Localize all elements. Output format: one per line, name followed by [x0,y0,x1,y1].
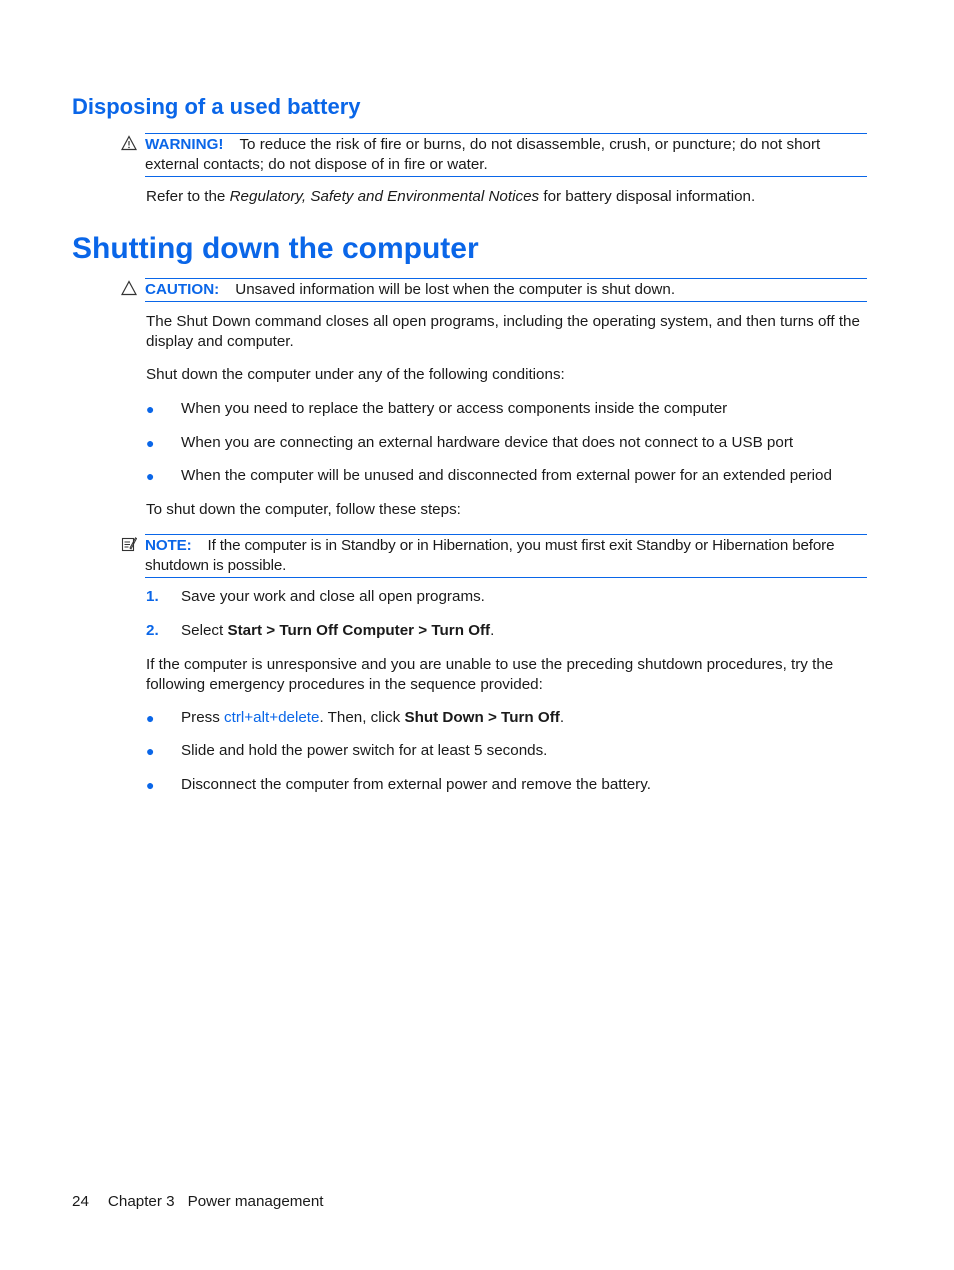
caution-box [145,278,867,302]
step-text-2 [181,621,871,641]
emergency-item-2: Slide and hold the power switch for at least 5 seconds. [181,742,548,759]
step-2-post: . [490,622,495,639]
warning-label: WARNING! [145,136,224,153]
shutdown-paragraph-4: If the computer is unresponsive and you are unable to use the preceding shutdown procedures, try the following emergency procedures in the sequence provided: [146,656,834,693]
emergency-item-1 [181,708,871,728]
condition-item-2: When you are connecting an external hardware device that does not connect to a USB port [181,434,794,451]
footer-chapter: Chapter 3 [107,1193,175,1210]
page-number: 24 [72,1193,89,1210]
step-number-1: 1. [146,588,159,605]
emergency-1-post: . [559,709,565,726]
caution-label: CAUTION: [145,281,220,298]
shutdown-paragraph-3: To shut down the computer, follow these steps: [146,501,461,518]
note-label: NOTE: [145,537,192,554]
bullet-icon: ● [146,468,155,484]
refer-document-title: Regulatory, Safety and Environmental Notices [229,188,540,205]
section-heading-battery: Disposing of a used battery [72,94,361,119]
note-box [145,534,867,578]
refer-paragraph [146,187,868,207]
condition-item-3: When the computer will be unused and disconnected from external power for an extended period [181,467,832,484]
section-heading-shutdown: Shutting down the computer [72,232,479,265]
condition-item-1: When you need to replace the battery or access components inside the computer [181,400,728,417]
emergency-item-3: Disconnect the computer from external power and remove the battery. [181,776,651,793]
warning-box [145,133,867,177]
emergency-1-pre: Press [181,709,225,726]
warning-text: To reduce the risk of fire or burns, do not disassemble, crush, or puncture; do not short external contacts; do not dispose of in fire or water. [145,136,821,173]
emergency-1-mid: . Then, click [319,709,405,726]
step-2-pre: Select [181,622,228,639]
step-2-menu-path: Start > Turn Off Computer > Turn Off [227,622,491,639]
bullet-icon: ● [146,401,155,417]
caution-text: Unsaved information will be lost when the computer is shut down. [235,281,676,298]
shutdown-paragraph-2: Shut down the computer under any of the following conditions: [146,366,565,383]
page-footer [72,1192,324,1212]
note-icon [121,536,137,552]
refer-post: for battery disposal information. [539,188,756,205]
shutdown-paragraph-1: The Shut Down command closes all open programs, including the operating system, and then turns off the display and computer. [146,313,860,350]
bullet-icon: ● [146,435,155,451]
note-text: If the computer is in Standby or in Hibernation, you must first exit Standby or Hibernation before shutdown is possible. [145,537,835,574]
step-number-2: 2. [146,622,159,639]
emergency-1-menu-path: Shut Down > Turn Off [404,709,560,726]
refer-pre: Refer to the [146,188,230,205]
bullet-icon: ● [146,710,155,726]
warning-triangle-icon [121,135,137,151]
bullet-icon: ● [146,777,155,793]
step-text-1: Save your work and close all open programs. [181,588,485,605]
caution-triangle-icon [121,280,137,296]
footer-title: Power management [187,1193,324,1210]
key-combo-link[interactable]: ctrl+alt+delete [224,709,320,726]
bullet-icon: ● [146,743,155,759]
